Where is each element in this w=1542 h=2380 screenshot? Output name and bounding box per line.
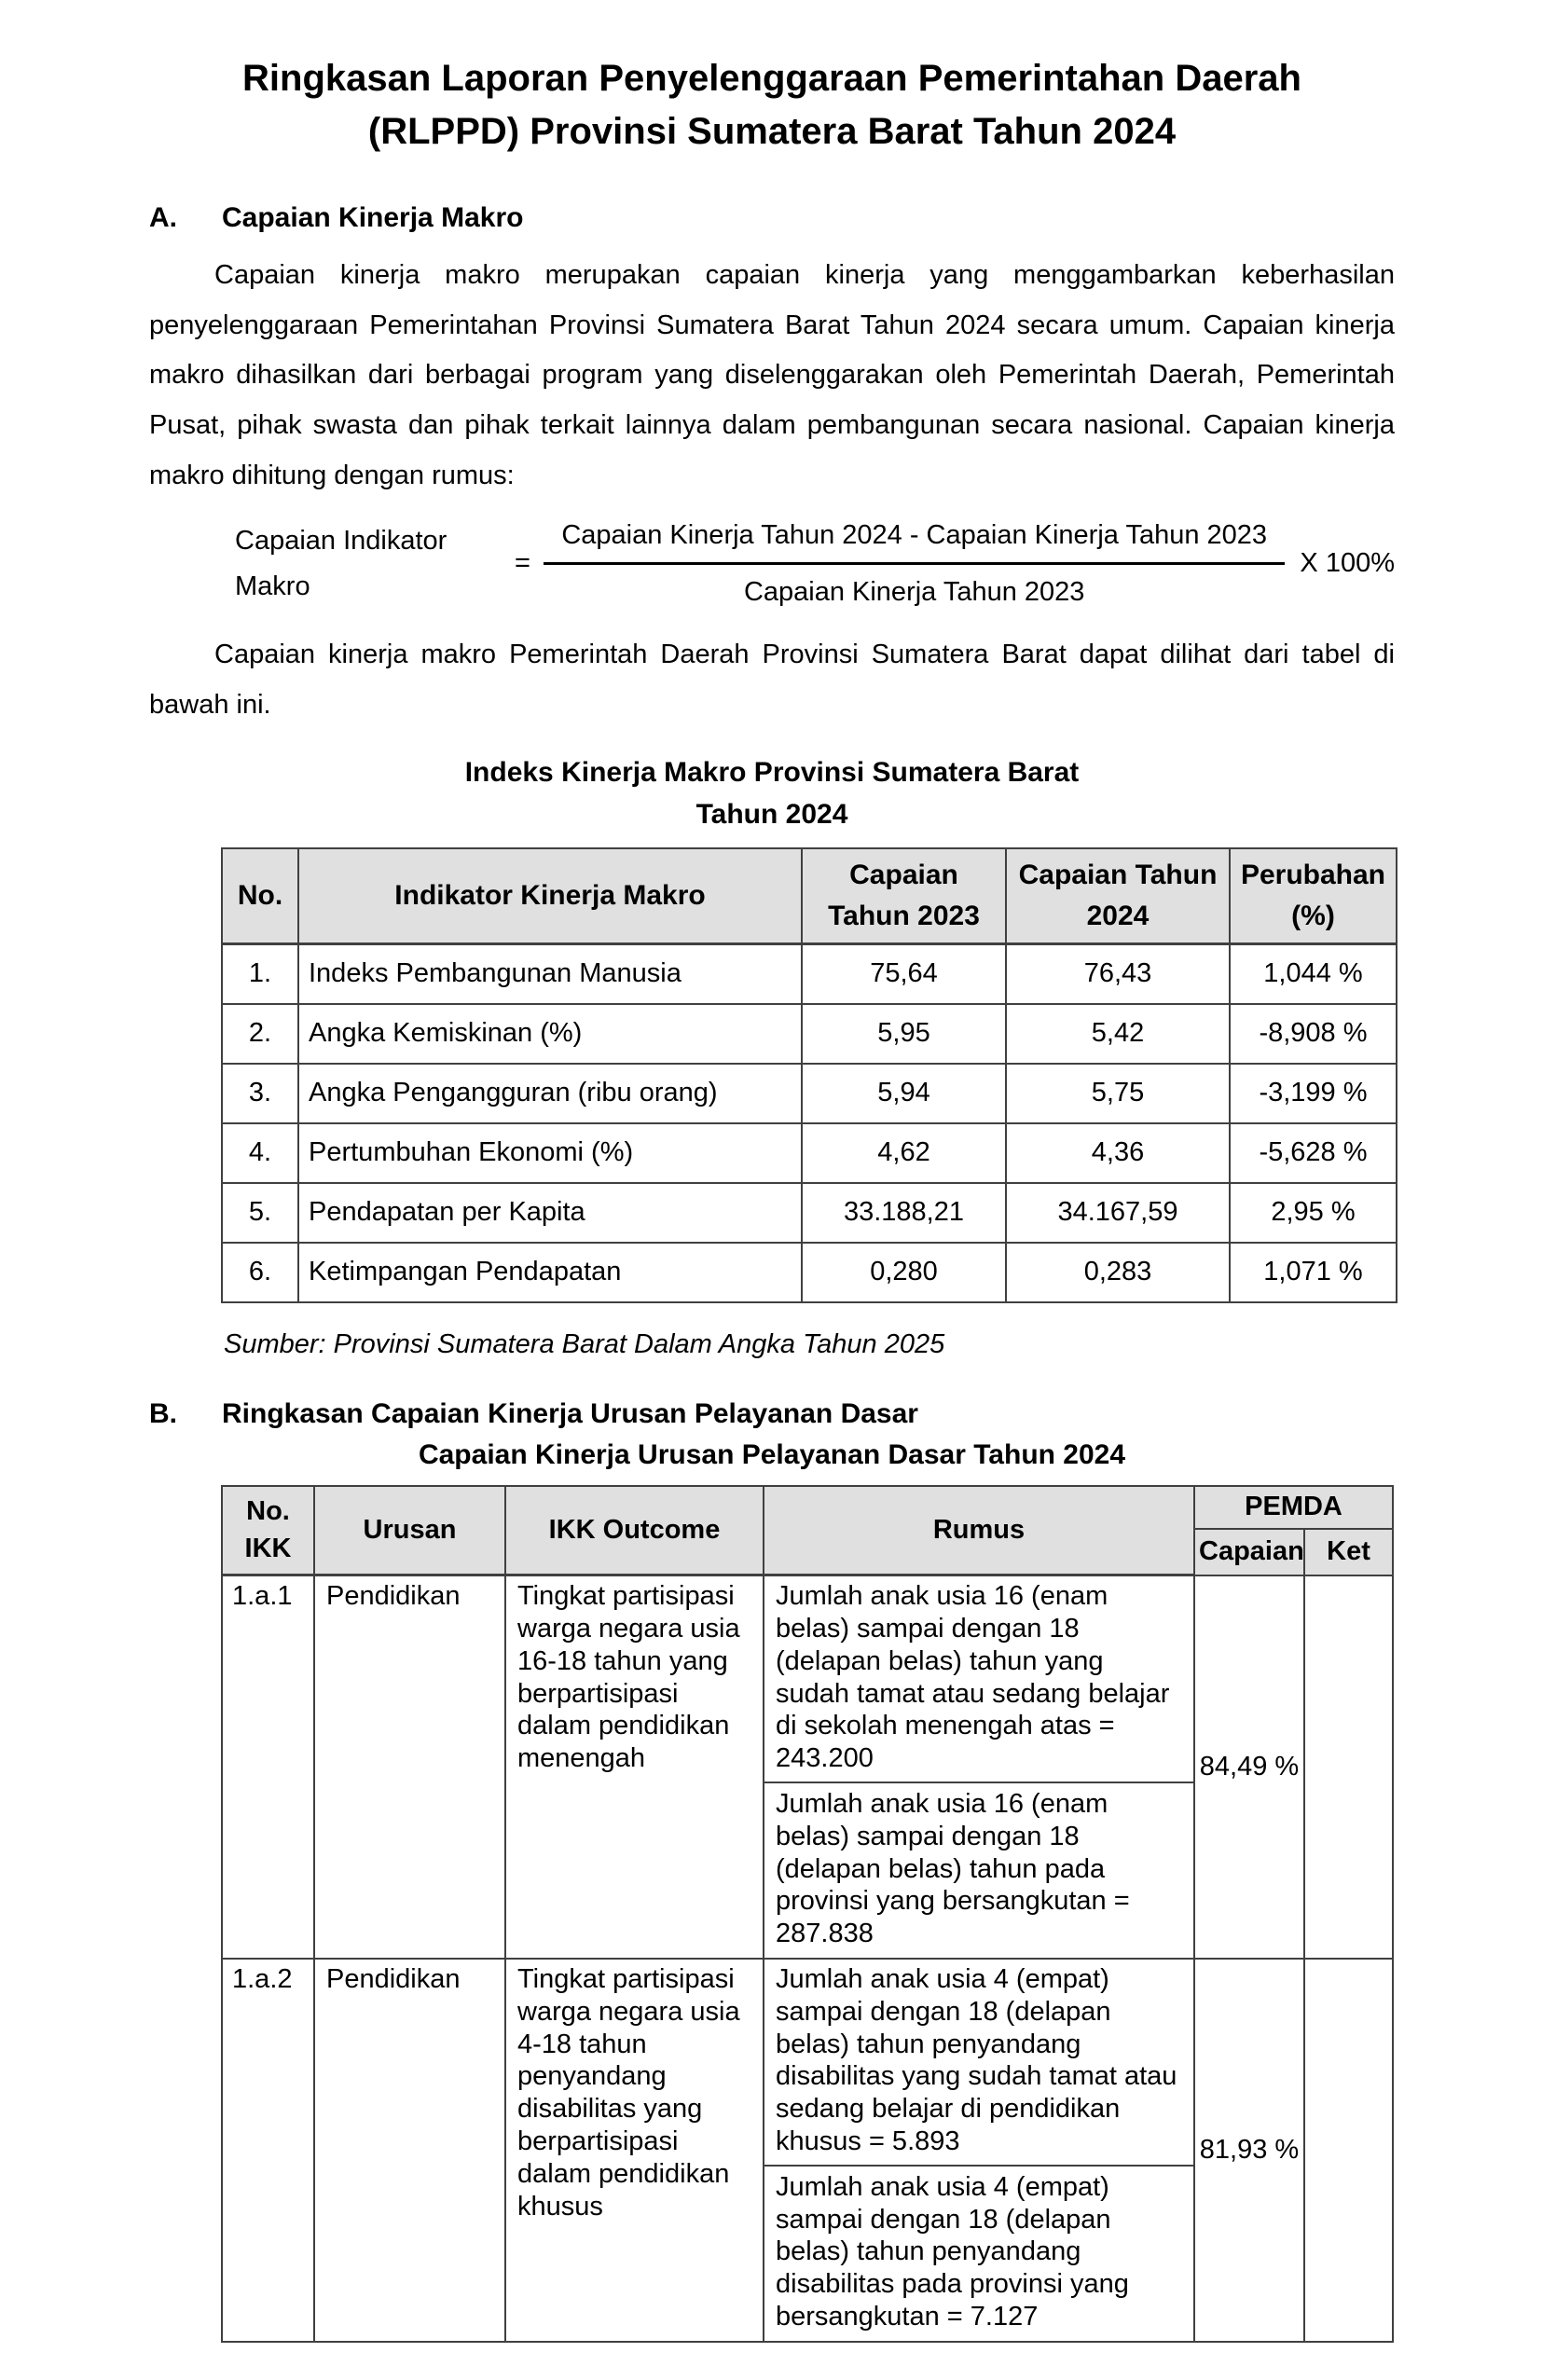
- cell-ikk-outcome: Tingkat partisipasi warga negara usia 16-18 tahun yang berpartisipasi dalam pendidikan menengah: [505, 1575, 764, 1959]
- rumus-denominator: Jumlah anak usia 16 (enam belas) sampai dengan 18 (delapan belas) tahun pada provinsi yang bersangkutan = 287.838: [776, 1789, 1130, 1949]
- cell-perubahan: -3,199 %: [1230, 1064, 1397, 1123]
- section-b-heading-text: Ringkasan Capaian Kinerja Urusan Pelayanan Dasar: [222, 1397, 918, 1429]
- cell-capaian-2024: 0,283: [1006, 1243, 1230, 1302]
- cell-indikator: Indeks Pembangunan Manusia: [298, 943, 802, 1004]
- makro-table-title: [149, 751, 1395, 835]
- section-a-heading-text: Capaian Kinerja Makro: [222, 201, 524, 233]
- header-ket: Ket: [1304, 1529, 1393, 1575]
- table-row: [222, 1243, 1397, 1302]
- cell-capaian-2024: 34.167,59: [1006, 1183, 1230, 1243]
- cell-no: 1.: [222, 943, 298, 1004]
- rumus-numerator: Jumlah anak usia 16 (enam belas) sampai dengan 18 (delapan belas) tahun yang sudah tamat atau sedang belajar di sekolah menengah atas = 243.200: [764, 1576, 1193, 1783]
- cell-perubahan: -5,628 %: [1230, 1123, 1397, 1183]
- column-header-indikator: Indikator Kinerja Makro: [298, 848, 802, 944]
- cell-rumus: [764, 1959, 1194, 2342]
- cell-capaian-2023: 5,95: [802, 1004, 1006, 1064]
- header-ikk-outcome: IKK Outcome: [505, 1486, 764, 1575]
- cell-no: 5.: [222, 1183, 298, 1243]
- column-header-no: No.: [222, 848, 298, 944]
- section-a-heading: [149, 199, 1395, 236]
- paragraph-table-intro: Capaian kinerja makro Pemerintah Daerah Provinsi Sumatera Barat dapat dilihat dari tabel di bawah ini.: [149, 639, 1395, 720]
- cell-capaian-2024: 4,36: [1006, 1123, 1230, 1183]
- cell-indikator: Ketimpangan Pendapatan: [298, 1243, 802, 1302]
- cell-no: 3.: [222, 1064, 298, 1123]
- formula-label: Capaian Indikator Makro: [235, 525, 447, 602]
- cell-urusan: Pendidikan: [314, 1575, 505, 1959]
- cell-capaian-2023: 0,280: [802, 1243, 1006, 1302]
- cell-urusan: Pendidikan: [314, 1959, 505, 2342]
- section-a-label: A.: [149, 201, 177, 233]
- page-title-line1: Ringkasan Laporan Penyelenggaraan Pemerintahan Daerah: [242, 58, 1301, 99]
- cell-indikator: Pertumbuhan Ekonomi (%): [298, 1123, 802, 1183]
- cell-capaian: 81,93 %: [1194, 1959, 1304, 2342]
- table-row: [222, 1183, 1397, 1243]
- cell-indikator: Angka Pengangguran (ribu orang): [298, 1064, 802, 1123]
- table-row: [222, 1123, 1397, 1183]
- makro-table-title-line2: Tahun 2024: [695, 798, 848, 830]
- column-header-capaian-2024: Capaian Tahun 2024: [1006, 848, 1230, 944]
- cell-no: 4.: [222, 1123, 298, 1183]
- cell-indikator: Pendapatan per Kapita: [298, 1183, 802, 1243]
- cell-ket: [1304, 1959, 1393, 2342]
- cell-capaian-2024: 76,43: [1006, 943, 1230, 1004]
- pelayanan-header-row-1: [222, 1486, 1393, 1529]
- cell-no: 6.: [222, 1243, 298, 1302]
- table-row: [222, 1575, 1393, 1959]
- pelayanan-table-title: Capaian Kinerja Urusan Pelayanan Dasar Tahun 2024: [418, 1438, 1126, 1470]
- macro-formula: [235, 513, 1395, 615]
- cell-ikk-outcome: Tingkat partisipasi warga negara usia 4-18 tahun penyandang disabilitas yang berpartisipasi dalam pendidikan khusus: [505, 1959, 764, 2342]
- cell-no-ikk: 1.a.2: [222, 1959, 314, 2342]
- cell-no: 2.: [222, 1004, 298, 1064]
- header-rumus: Rumus: [764, 1486, 1194, 1575]
- rumus-denominator: Jumlah anak usia 4 (empat) sampai dengan 18 (delapan belas) tahun penyandang disabilitas pada provinsi yang bersangkutan = 7.127: [776, 2171, 1129, 2332]
- section-b-label: B.: [149, 1397, 177, 1429]
- cell-perubahan: 1,044 %: [1230, 943, 1397, 1004]
- column-header-capaian-2023: Capaian Tahun 2023: [802, 848, 1006, 944]
- cell-capaian-2024: 5,42: [1006, 1004, 1230, 1064]
- equals-sign: =: [515, 548, 530, 579]
- cell-capaian-2023: 5,94: [802, 1064, 1006, 1123]
- page-title-line2: (RLPPD) Provinsi Sumatera Barat Tahun 2024: [367, 110, 1177, 152]
- page-title: [149, 52, 1395, 158]
- column-header-perubahan: Perubahan (%): [1230, 848, 1397, 944]
- cell-capaian-2023: 33.188,21: [802, 1183, 1006, 1243]
- paragraph-capaian-makro: Capaian kinerja makro merupakan capaian kinerja yang menggambarkan keberhasilan penyelenggaraan Pemerintahan Provinsi Sumatera Barat Tahun 2024 secara umum. Capaian kinerja makro dihasilkan dari berbagai program yang diselenggarakan oleh Pemerintah Daerah, Pemerintah Pusat, pihak swasta dan pihak terkait lainnya dalam pembangunan secara nasional. Capaian kinerja makro dihitung dengan rumus:: [149, 259, 1395, 491]
- formula-fraction: [544, 513, 1285, 615]
- header-no-ikk: No. IKK: [222, 1486, 314, 1575]
- cell-no-ikk: 1.a.1: [222, 1575, 314, 1959]
- cell-perubahan: -8,908 %: [1230, 1004, 1397, 1064]
- cell-indikator: Angka Kemiskinan (%): [298, 1004, 802, 1064]
- cell-rumus: [764, 1575, 1194, 1959]
- cell-perubahan: 2,95 %: [1230, 1183, 1397, 1243]
- formula-multiplier: X 100%: [1300, 548, 1395, 579]
- header-pemda: PEMDA: [1194, 1486, 1393, 1529]
- fraction-denominator: Capaian Kinerja Tahun 2023: [743, 576, 1085, 607]
- section-b-heading: [149, 1396, 1395, 1432]
- table-row: [222, 1004, 1397, 1064]
- cell-ket: [1304, 1575, 1393, 1959]
- pelayanan-table: [221, 1485, 1394, 2343]
- makro-header-row: [222, 848, 1397, 944]
- table-row: [222, 1959, 1393, 2342]
- cell-capaian-2024: 5,75: [1006, 1064, 1230, 1123]
- header-capaian: Capaian: [1194, 1529, 1304, 1575]
- table-row: [222, 943, 1397, 1004]
- header-urusan: Urusan: [314, 1486, 505, 1575]
- rumus-numerator: Jumlah anak usia 4 (empat) sampai dengan 18 (delapan belas) tahun penyandang disabilitas yang sudah tamat atau sedang belajar di pendidikan khusus = 5.893: [764, 1960, 1193, 2167]
- cell-capaian-2023: 4,62: [802, 1123, 1006, 1183]
- table-row: [222, 1064, 1397, 1123]
- cell-perubahan: 1,071 %: [1230, 1243, 1397, 1302]
- fraction-numerator: Capaian Kinerja Tahun 2024 - Capaian Kinerja Tahun 2023: [544, 513, 1285, 564]
- makro-table-title-line1: Indeks Kinerja Makro Provinsi Sumatera Barat: [464, 756, 1080, 788]
- source-note: Sumber: Provinsi Sumatera Barat Dalam Angka Tahun 2025: [224, 1328, 945, 1359]
- cell-capaian: 84,49 %: [1194, 1575, 1304, 1959]
- makro-table: [221, 847, 1397, 1303]
- cell-capaian-2023: 75,64: [802, 943, 1006, 1004]
